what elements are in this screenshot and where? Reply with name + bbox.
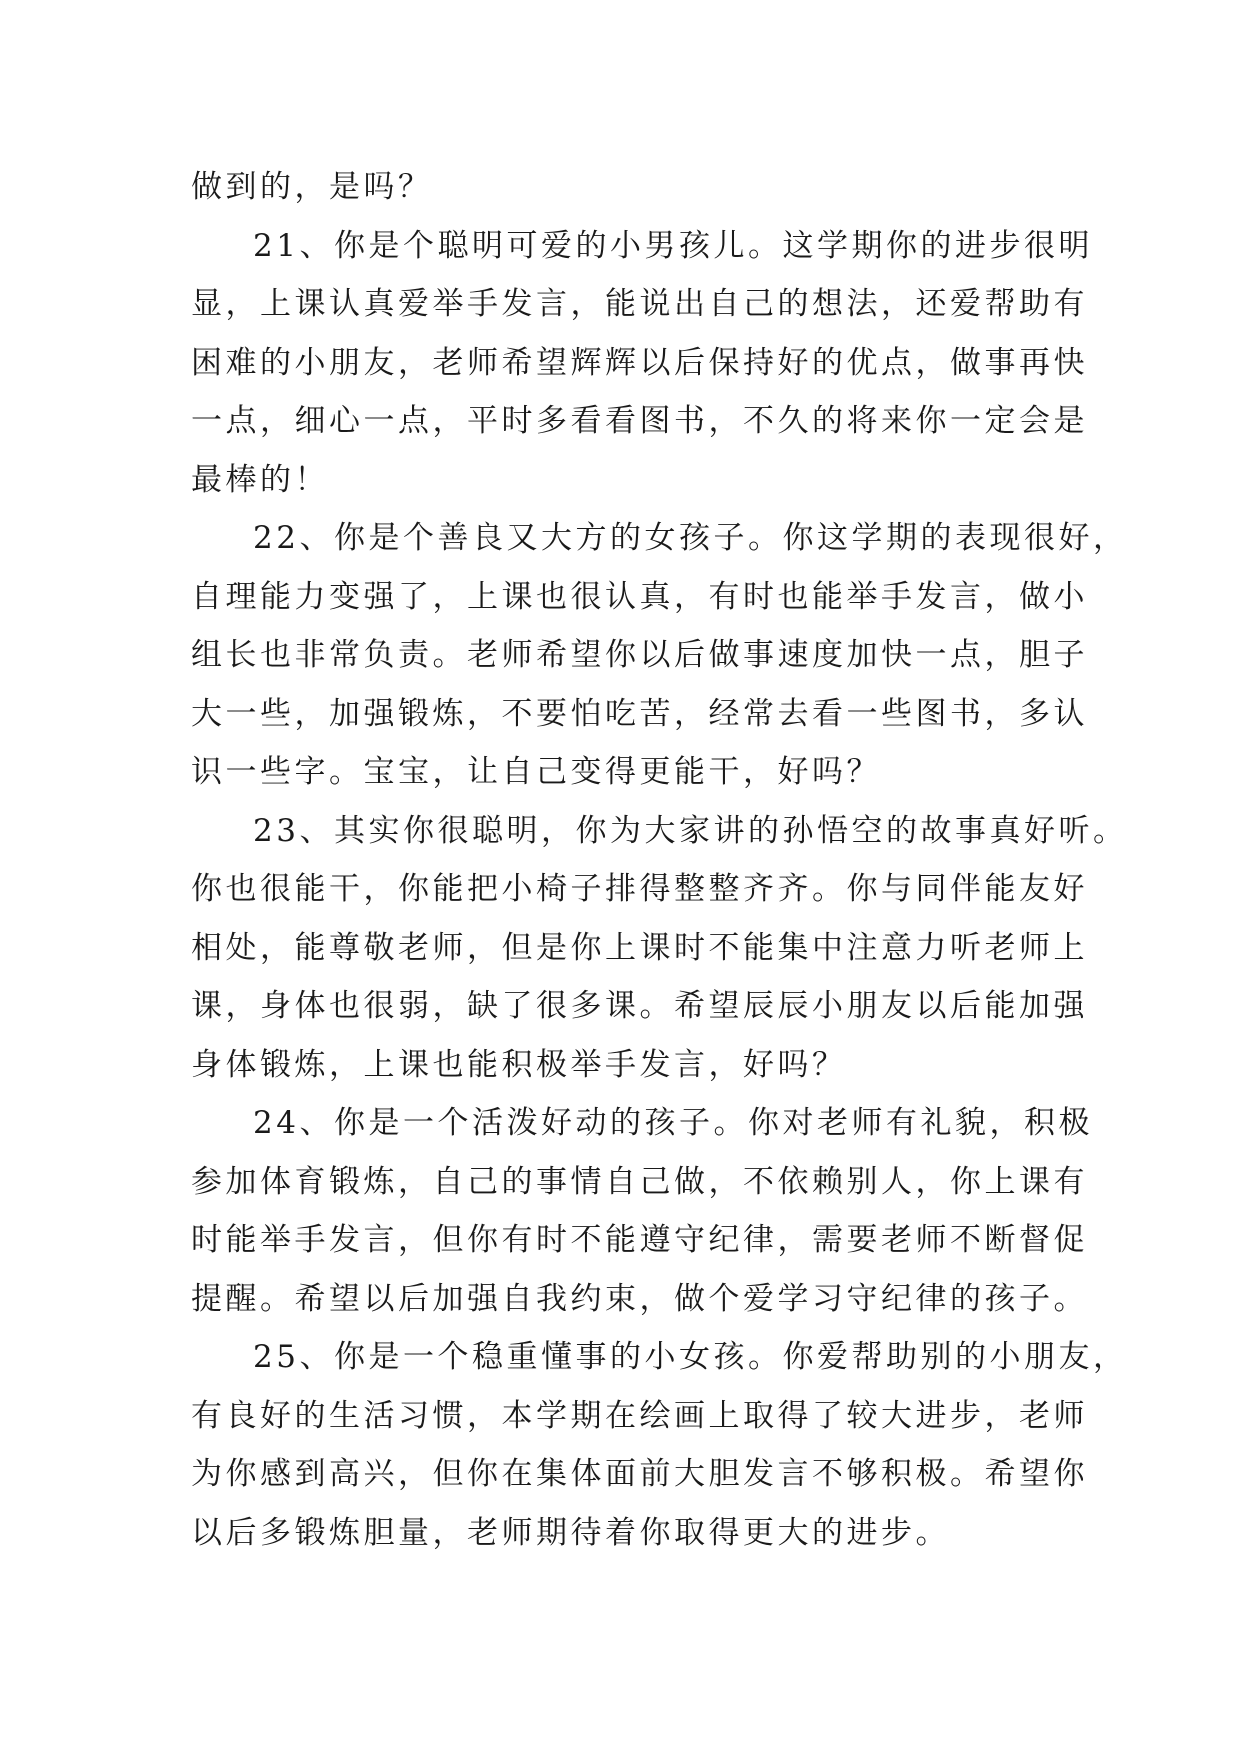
text-line: 有良好的生活习惯，本学期在绘画上取得了较大进步，老师 [191,1397,1088,1434]
text-line: 一点，细心一点，平时多看看图书，不久的将来你一定会是 [191,403,1088,439]
text-line: 大一些，加强锻炼，不要怕吃苦，经常去看一些图书，多认 [191,695,1088,732]
paragraph-24-first-line: 24、你是一个活泼好动的孩子。你对老师有礼貌，积极 [253,1105,1093,1141]
paragraph-25-first-line: 25、你是一个稳重懂事的小女孩。你爱帮助别的小朋友， [253,1339,1128,1375]
text-line: 组长也非常负责。老师希望你以后做事速度加快一点，胆子 [191,637,1088,673]
text-line: 做到的，是吗？ [191,169,433,205]
text-line: 身体锻炼，上课也能积极举手发言，好吗？ [191,1046,847,1083]
text-line: 困难的小朋友，老师希望辉辉以后保持好的优点，做事再快 [191,344,1088,381]
paragraph-22-first-line: 22、你是个善良又大方的女孩子。你这学期的表现很好， [253,520,1128,556]
text-line: 以后多锻炼胆量，老师期待着你取得更大的进步。 [191,1514,950,1551]
text-line: 提醒。希望以后加强自我约束，做个爱学习守纪律的孩子。 [191,1280,1088,1317]
paragraph-23-first-line: 23、其实你很聪明，你为大家讲的孙悟空的故事真好听。 [253,812,1128,849]
text-line: 为你感到高兴，但你在集体面前大胆发言不够积极。希望你 [191,1456,1088,1492]
text-line: 相处，能尊敬老师，但是你上课时不能集中注意力听老师上 [191,929,1088,966]
text-line: 时能举手发言，但你有时不能遵守纪律，需要老师不断督促 [191,1222,1088,1258]
text-line: 课，身体也很弱，缺了很多课。希望辰辰小朋友以后能加强 [191,988,1088,1024]
text-line: 参加体育锻炼，自己的事情自己做，不依赖别人，你上课有 [191,1163,1088,1200]
paragraph-21-first-line: 21、你是个聪明可爱的小男孩儿。这学期你的进步很明 [253,227,1093,264]
text-line: 显，上课认真爱举手发言，能说出自己的想法，还爱帮助有 [191,286,1088,322]
document-body [191,158,1128,1562]
text-line: 最棒的！ [191,461,329,498]
text-line: 你也很能干，你能把小椅子排得整整齐齐。你与同伴能友好 [191,871,1088,907]
text-line: 自理能力变强了，上课也很认真，有时也能举手发言，做小 [191,578,1088,615]
text-line: 识一些字。宝宝，让自己变得更能干，好吗？ [191,754,881,790]
